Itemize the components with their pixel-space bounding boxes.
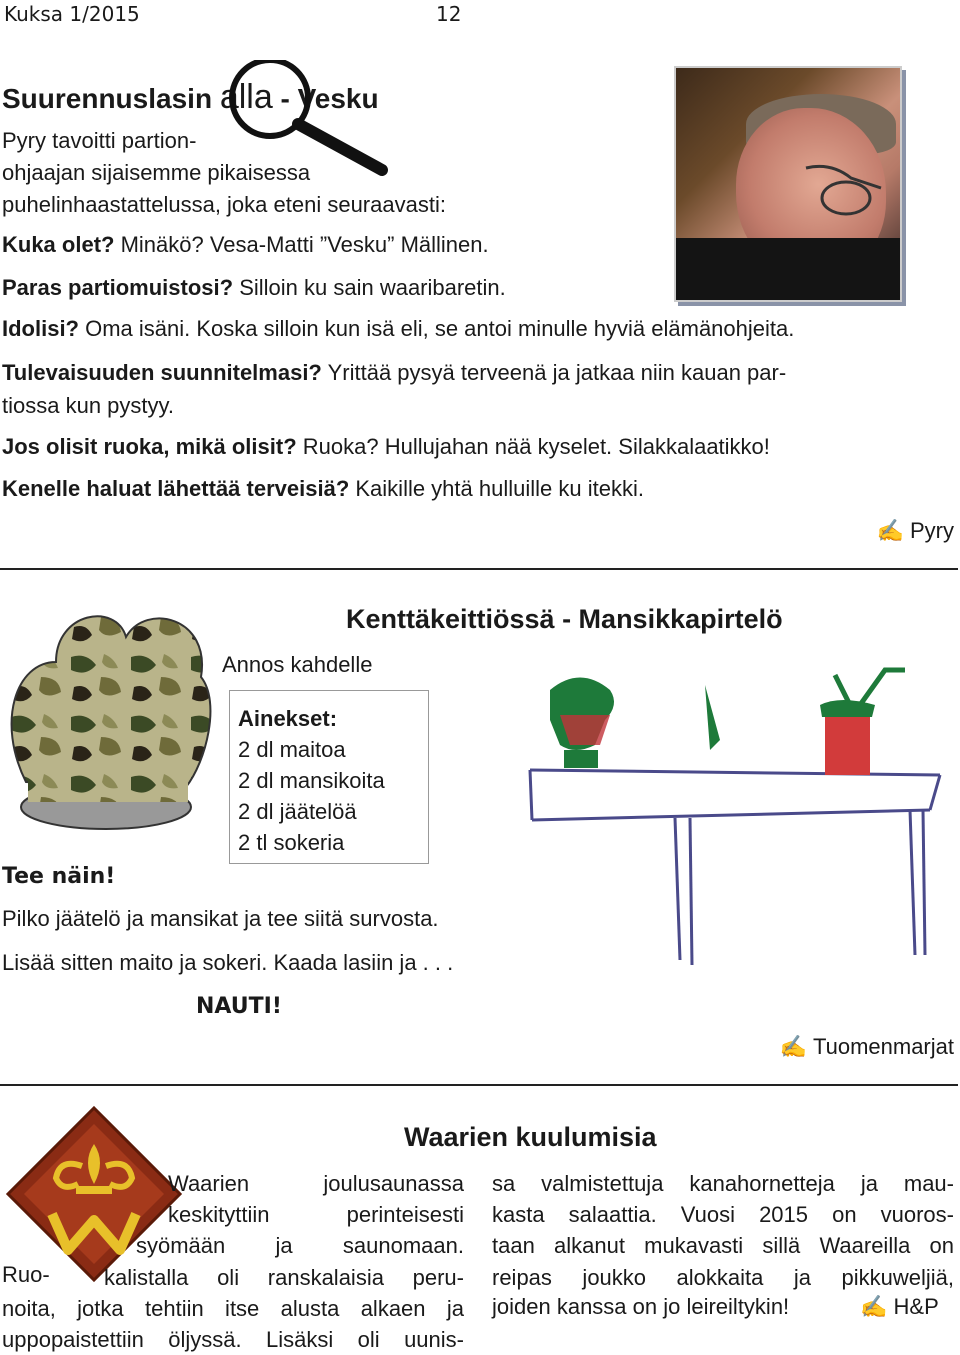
- divider: [0, 568, 958, 570]
- ingredients-title: Ainekset:: [238, 706, 338, 731]
- news-col1-line: Ruo-: [2, 1262, 50, 1287]
- news-col1-line: Waarien joulusaunassa: [168, 1171, 464, 1196]
- ingredient-item: 2 dl maitoa: [238, 737, 346, 762]
- news-col2-line: reipas joukko alokkaita ja pikkuweljiä,: [492, 1265, 954, 1290]
- recipe-signature: ✍ Tuomenmarjat: [779, 1034, 954, 1059]
- qa-line: Kuka olet? Minäkö? Vesa-Matti ”Vesku” Mällinen.: [2, 232, 489, 257]
- page-number: 12: [436, 2, 462, 26]
- title-part: Suurennuslasin: [2, 83, 220, 114]
- qa-line: Idolisi? Oma isäni. Koska silloin kun isä eli, se antoi minulle hyviä elämänohjeita.: [2, 316, 795, 341]
- intro-line: puhelinhaastattelussa, joka eteni seuraavasti:: [2, 192, 446, 217]
- news-col1-line: syömään ja saunomaan.: [136, 1233, 464, 1258]
- vesku-photo: [674, 66, 902, 302]
- ingredients-box: [229, 690, 429, 864]
- interview-signature: ✍ Pyry: [876, 518, 954, 543]
- news-col1-line: kalistalla oli ranskalaisia peru-: [104, 1265, 464, 1290]
- ingredient-item: 2 tl sokeria: [238, 830, 345, 855]
- news-col2-line: sa valmistettuja kanahornetteja ja mau-: [492, 1171, 954, 1196]
- recipe-enjoy: NAUTI!: [196, 994, 282, 1019]
- chef-hat-icon: [6, 592, 218, 848]
- news-title: Waarien kuulumisia: [404, 1122, 657, 1152]
- news-col1-line: uppopaistettiin öljyssä. Lisäksi oli uunis-: [2, 1327, 464, 1352]
- news-signature: ✍ H&P: [860, 1294, 939, 1319]
- recipe-servings: Annos kahdelle: [222, 652, 373, 677]
- ingredient-item: 2 dl mansikoita: [238, 768, 385, 793]
- news-col1-line: keskityttiin perinteisesti: [168, 1202, 464, 1227]
- news-col1-line: noita, jotka tehtiin itse alusta alkaen ja: [2, 1296, 464, 1321]
- divider: [0, 1084, 958, 1086]
- qa-line: Tulevaisuuden suunnitelmasi? Yrittää pysyä terveenä ja jatkaa niin kauan par-: [2, 360, 787, 385]
- recipe-title: Kenttäkeittiössä - Mansikkapirtelö: [346, 604, 783, 634]
- milkshake-drawing: [520, 660, 950, 980]
- issue-label: Kuksa 1/2015: [4, 2, 140, 26]
- title-magnified: alla: [219, 78, 273, 116]
- qa-line: tiossa kun pystyy.: [2, 393, 174, 418]
- qa-line: Paras partiomuistosi? Silloin ku sain waaribaretin.: [2, 275, 506, 300]
- intro-line: ohjaajan sijaisemme pikaisessa: [2, 160, 311, 185]
- news-col2-line: kasta salaattia. Vuosi 2015 on vuoros-: [492, 1202, 954, 1227]
- qa-line: Jos olisit ruoka, mikä olisit? Ruoka? Hullujahan nää kyselet. Silakkalaatikko!: [2, 434, 770, 459]
- recipe-step: Lisää sitten maito ja sokeri. Kaada lasiin ja . . .: [2, 950, 454, 975]
- news-col2-line: taan alkanut mukavasti sillä Waareilla on: [492, 1233, 954, 1258]
- ingredient-item: 2 dl jäätelöä: [238, 799, 357, 824]
- steps-title: Tee näin!: [2, 864, 116, 889]
- qa-line: Kenelle haluat lähettää terveisiä? Kaikille yhtä hulluille ku itekki.: [2, 476, 644, 501]
- news-col2-line: joiden kanssa on jo leireiltykin!: [492, 1294, 790, 1319]
- intro-line: Pyry tavoitti partion-: [2, 128, 197, 153]
- title-part: - Vesku: [272, 83, 379, 114]
- recipe-step: Pilko jäätelö ja mansikat ja tee siitä survosta.: [2, 906, 439, 931]
